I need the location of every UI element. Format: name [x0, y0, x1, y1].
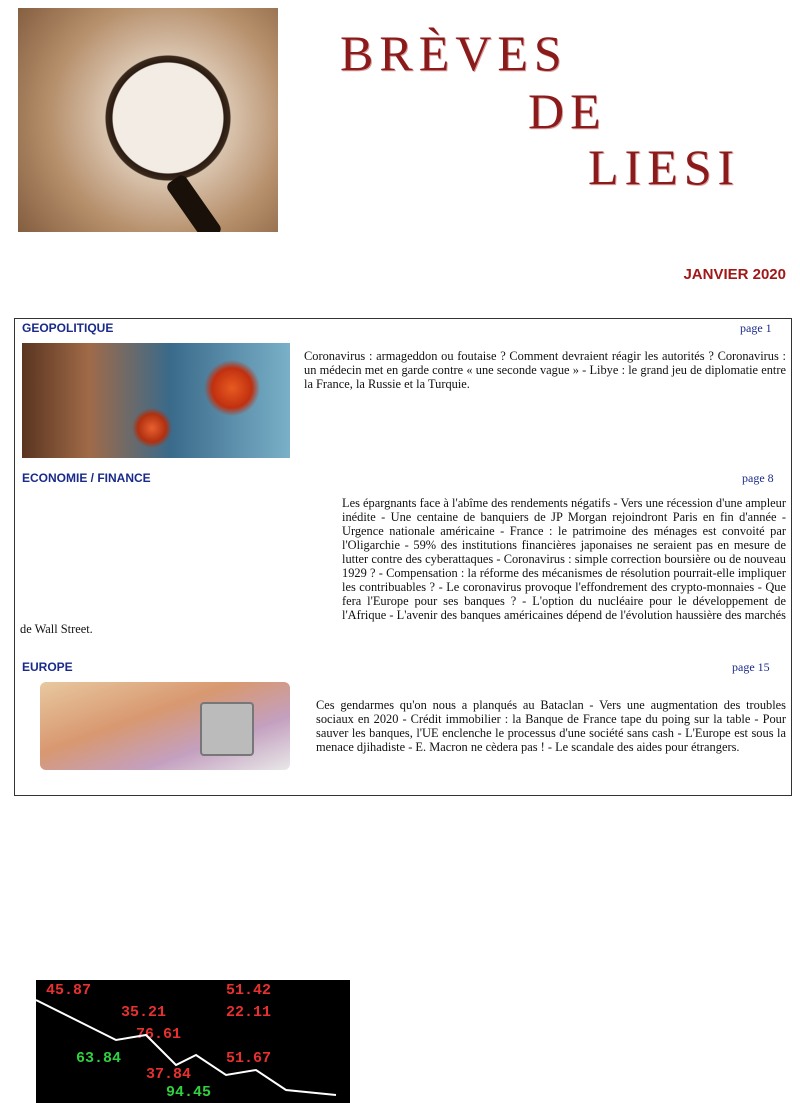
- page-ref-europe[interactable]: page 15: [732, 660, 770, 674]
- stock-number: 63.84: [76, 1050, 122, 1067]
- stock-number: 51.67: [226, 1050, 272, 1067]
- title-line-1: BRÈVES: [340, 25, 568, 81]
- section-title-economie: ECONOMIE / FINANCE: [22, 471, 151, 485]
- section-text-europe: Ces gendarmes qu'on nous a planqués au Bataclan - Vers une augmentation des troubles sociaux en 2020 - Crédit immobilier : la Banque de France tape du poing sur la table - Pour sauver les banques, l'UE enclenche le processus d'une société sans cash - L'Europe est sous la menace djihadiste - E. Macron ne cèdera pas ! - Le scandale des aides pour étrangers.: [316, 698, 786, 754]
- section-title-geopolitique: GEOPOLITIQUE: [22, 321, 114, 335]
- stock-number: 76.61: [136, 1026, 182, 1043]
- title-line-2: DE: [528, 83, 607, 139]
- magnifying-glass-image: [18, 8, 278, 232]
- page-ref-geopolitique[interactable]: page 1: [740, 321, 772, 335]
- euro-banknotes-padlock-image: [40, 682, 290, 770]
- section-text-economie-body: Les épargnants face à l'abîme des rendements négatifs - Vers une récession d'une ampleur inédite - Une centaine de banquiers de JP Morgan rejoindront Paris en fin d'année - Urgence nationale américaine - France : le patrimoine des ménages est convoité par l'Oligarchie - 59% des institutions financières japonaises ne seraient pas en mesure de lutter contre des cyberattaques - Coronavirus : simple correction boursière ou de nouveau 1929 ? - Compensation : la réforme des mécanismes de résolution pourrait-elle impliquer les contribuables ? - Le coronavirus provoque l'effondrement des crypto-monnaies - Que fera l'Europe pour ses banques ? - L'option du nucléaire pour le développement de l'Afrique - L'avenir des banques américaines dépend de l'évolution haussière des marchés de Wall Street.: [20, 496, 786, 636]
- stock-number: 51.42: [226, 982, 272, 999]
- stock-market-image: [36, 980, 350, 1103]
- section-text-geopolitique: Coronavirus : armageddon ou foutaise ? Comment devraient réagir les autorités ? Coronavirus : un médecin met en garde contre « une seconde vague » - Libye : le grand jeu de diplomatie entre la France, la Russie et la Turquie.: [304, 349, 786, 391]
- page-ref-economie[interactable]: page 8: [742, 471, 774, 485]
- stock-number: 35.21: [121, 1004, 167, 1021]
- section-title-europe: EUROPE: [22, 660, 73, 674]
- stock-number: 37.84: [146, 1066, 192, 1083]
- coronavirus-image: [22, 343, 290, 458]
- issue-date: JANVIER 2020: [683, 266, 786, 283]
- stock-number: 94.45: [166, 1084, 212, 1101]
- title-line-3: LIESI: [588, 139, 741, 195]
- stock-number: 22.11: [226, 1004, 272, 1021]
- stock-number: 45.87: [46, 982, 92, 999]
